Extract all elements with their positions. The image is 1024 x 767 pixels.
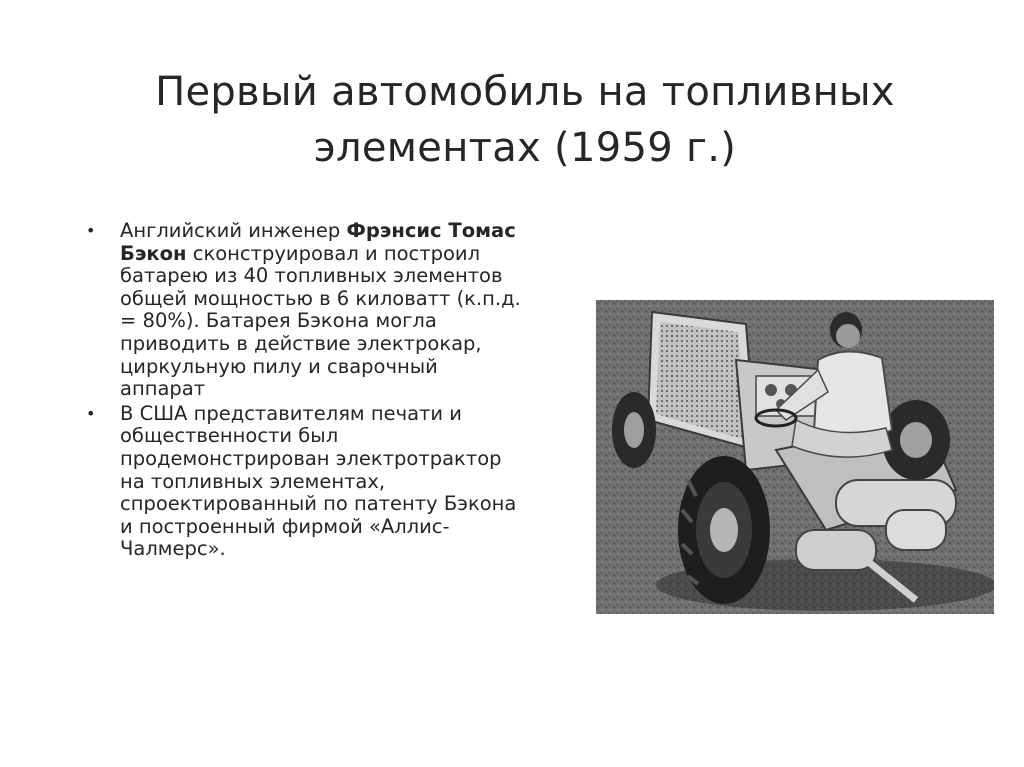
bullet-1-text-start: Английский инженер <box>120 219 347 242</box>
bullet-item-usa-tractor <box>84 403 524 561</box>
bullet-1-text-end: сконструировал и построил батарею из 40 топливных элементов общей мощностью в 6 киловатт (к.п.д. = 80%). Батарея Бэкона могла приводить в действие электрокар, циркульную пилу и сварочный аппарат <box>120 241 521 401</box>
slide-title-line-2: элементах (1959 г.) <box>313 125 737 171</box>
bullet-item-bacon-battery <box>84 220 524 401</box>
slide-title <box>60 64 990 176</box>
tractor-photo-illustration <box>596 300 994 614</box>
bullet-dot-icon: • <box>86 221 96 240</box>
tractor-photo <box>596 300 994 614</box>
slide-title-line-1: Первый автомобиль на топливных <box>155 69 895 115</box>
bullet-list <box>84 220 524 563</box>
bullet-dot-icon: • <box>86 403 96 423</box>
bullet-2-text: В США представителям печати и общественности был продемонстрирован электротрактор на топливных элементах, спроектированный по патенту Бэкона и построенный фирмой «Аллис-Чалмерс». <box>120 401 517 561</box>
bullet-1-engineer-name: Фрэнсис Томас Бэкон <box>120 219 516 265</box>
